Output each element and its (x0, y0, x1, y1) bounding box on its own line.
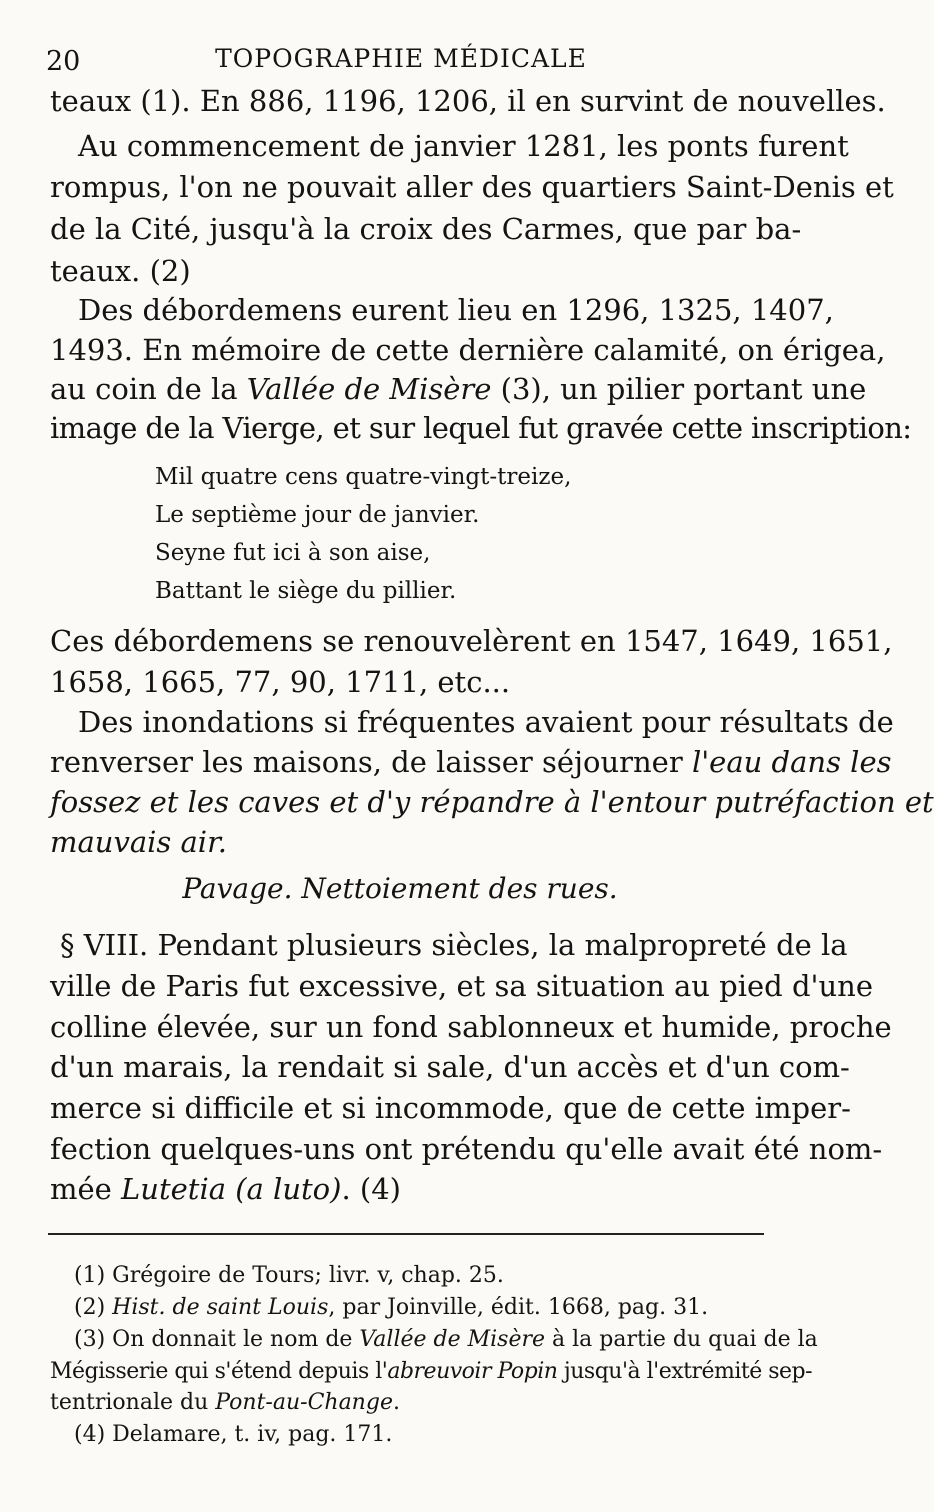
footnote (74, 1294, 762, 1322)
body-line: rompus, l'on ne pouvait aller des quartiers Saint-Denis et (50, 170, 894, 204)
italic-text: Lutetia (a luto) (121, 1172, 342, 1206)
verse-line: Mil quatre cens quatre-vingt-treize, (155, 464, 572, 490)
text-run: . (392, 1390, 400, 1415)
running-title: TOPOGRAPHIE MÉDICALE (215, 44, 587, 73)
footnote (50, 1389, 762, 1417)
text-run: mée (50, 1172, 122, 1206)
italic-text: abreuvoir Popin (387, 1359, 558, 1384)
verse-line: Le septième jour de janvier. (155, 502, 480, 528)
footnote-rule (48, 1233, 764, 1235)
verse-line: Battant le siège du pillier. (155, 578, 457, 604)
italic-text: l'eau dans les (691, 745, 892, 779)
footnote: (4) Delamare, t. iv, pag. 171. (74, 1422, 393, 1447)
body-line: Au commencement de janvier 1281, les ponts furent (78, 129, 849, 163)
body-line: image de la Vierge, et sur lequel fut gravée cette inscription: (50, 411, 912, 445)
body-line: teaux (1). En 886, 1196, 1206, il en survint de nouvelles. (50, 84, 886, 118)
body-line: fection quelques-uns ont prétendu qu'elle avait été nom- (50, 1132, 883, 1166)
body-line (50, 370, 867, 408)
body-line (50, 823, 762, 861)
page-header (46, 42, 756, 78)
body-line (50, 743, 892, 781)
text-run: (2) (74, 1295, 113, 1320)
text-run: , par Joinville, édit. 1668, pag. 31. (328, 1295, 709, 1320)
text-run: Mégisserie qui s'étend depuis l' (50, 1359, 388, 1384)
section-subheading: Pavage. Nettoiement des rues. (182, 872, 618, 905)
italic-text: Hist. de saint Louis (112, 1295, 329, 1320)
text-run: (3) On donnait le nom de (74, 1327, 360, 1352)
text-run: tentrionale du (50, 1390, 216, 1415)
italic-text: Pont-au-Change (215, 1390, 393, 1415)
body-line: § VIII. Pendant plusieurs siècles, la malpropreté de la (60, 928, 848, 962)
page-number: 20 (46, 46, 81, 77)
italic-text: Vallée de Misère (246, 372, 492, 406)
text-run: jusqu'à l'extrémité sep- (557, 1359, 813, 1384)
body-line: Des débordemens eurent lieu en 1296, 1325, 1407, (78, 293, 834, 327)
body-line: ville de Paris fut excessive, et sa situation au pied d'une (50, 969, 874, 1003)
body-line: teaux. (2) (50, 254, 191, 288)
body-line (50, 1170, 762, 1208)
body-line: d'un marais, la rendait si sale, d'un accès et d'un com- (50, 1050, 850, 1084)
footnote (50, 1358, 813, 1386)
text-run: à la partie du quai de la (545, 1327, 818, 1352)
body-line: colline élevée, sur un fond sablonneux et humide, proche (50, 1010, 892, 1044)
body-line: 1493. En mémoire de cette dernière calamité, on érigea, (50, 333, 886, 367)
footnote: (1) Grégoire de Tours; livr. v, chap. 25. (74, 1263, 504, 1288)
body-line: Ces débordemens se renouvelèrent en 1547, 1649, 1651, (50, 624, 893, 658)
italic-text: fossez et les caves et d'y répandre à l'entour putréfaction et (50, 785, 934, 819)
body-line (50, 783, 934, 821)
body-line: de la Cité, jusqu'à la croix des Carmes, que par ba- (50, 212, 802, 246)
text-run: (3), un pilier portant une (491, 372, 867, 406)
italic-text: Vallée de Misère (359, 1327, 546, 1352)
body-line: Des inondations si fréquentes avaient pour résultats de (78, 705, 894, 739)
text-run: au coin de la (50, 372, 247, 406)
italic-text: mauvais air. (50, 825, 227, 859)
verse-line: Seyne fut ici à son aise, (155, 540, 431, 566)
body-line: merce si difficile et si incommode, que de cette imper- (50, 1091, 851, 1125)
body-line: 1658, 1665, 77, 90, 1711, etc... (50, 665, 511, 699)
text-run: renverser les maisons, de laisser séjourner (50, 745, 692, 779)
footnote (74, 1326, 818, 1354)
text-run: . (4) (341, 1172, 401, 1206)
